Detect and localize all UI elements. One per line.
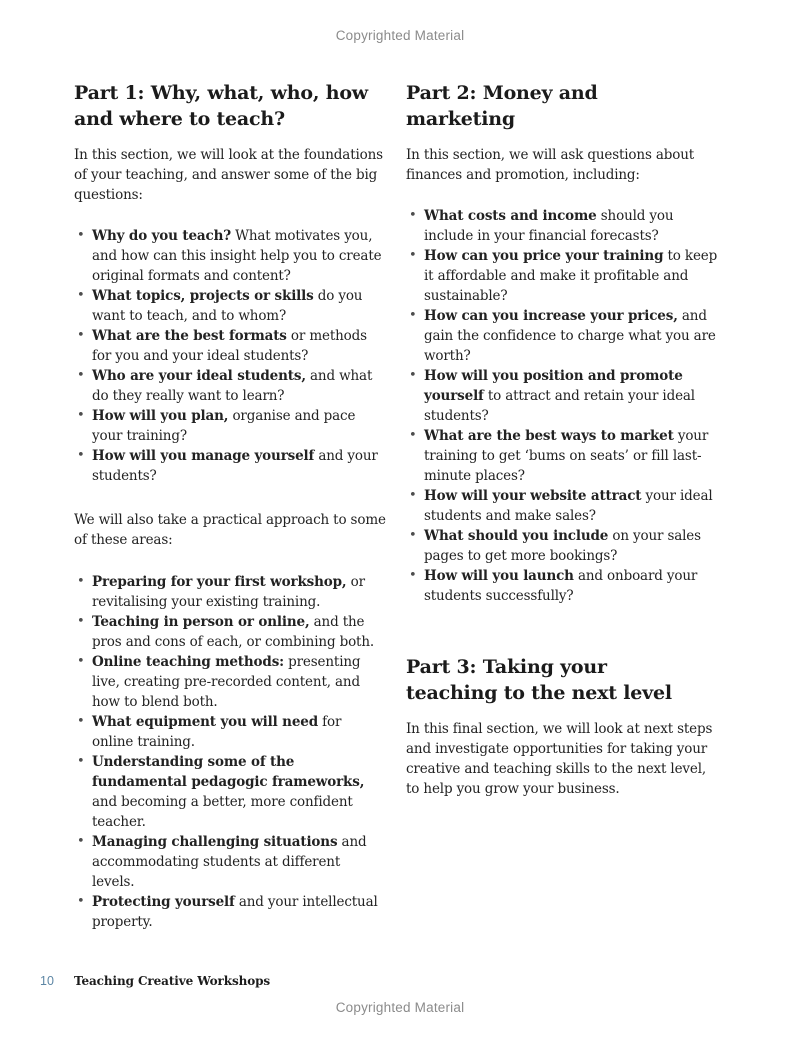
list-item <box>74 326 386 366</box>
list-item-bold-lead: How can you price your training <box>424 248 664 264</box>
list-item-bold-lead: How will you manage yourself <box>92 448 315 464</box>
list-item-text: and onboard your students successfully? <box>424 568 698 604</box>
list-item-text: What motivates you, and how can this insight help you to create original formats and content? <box>92 228 382 284</box>
list-item <box>74 226 386 286</box>
list-item <box>406 486 718 526</box>
list-item <box>74 892 386 932</box>
copyright-watermark-bottom: Copyrighted Material <box>335 1000 465 1015</box>
list-item-text: and your intellectual property. <box>92 894 378 930</box>
running-book-title: Teaching Creative Workshops <box>74 974 271 988</box>
list-item-text: and your students? <box>92 448 378 484</box>
list-item-bold-lead: How will you launch <box>424 568 574 584</box>
list-item-text: or methods for you and your ideal students? <box>92 328 367 364</box>
list-item <box>406 426 718 486</box>
list-item-text: your training to get ‘bums on seats’ or fill last-minute places? <box>424 428 709 484</box>
part2-heading: Part 2: Money and marketing <box>406 82 598 130</box>
list-item <box>74 286 386 326</box>
list-item-text: should you include in your financial forecasts? <box>424 208 674 244</box>
list-item-bold-lead: What should you include <box>424 528 609 544</box>
left-column <box>74 80 386 932</box>
list-item-bold-lead: What equipment you will need <box>92 714 318 730</box>
list-item <box>406 526 718 566</box>
list-item-text: your ideal students and make sales? <box>424 488 713 524</box>
list-item-bold-lead: How will you plan, <box>92 408 229 424</box>
part1-question-list <box>74 226 386 486</box>
list-item <box>74 572 386 612</box>
list-item <box>74 712 386 752</box>
part1-second-paragraph: We will also take a practical approach to some of these areas: <box>74 512 386 548</box>
part3-heading: Part 3: Taking your teaching to the next level <box>406 656 672 704</box>
list-item-text: and the pros and cons of each, or combining both. <box>92 614 375 650</box>
list-item <box>74 366 386 406</box>
list-item <box>74 446 386 486</box>
part1-intro-paragraph: In this section, we will look at the foundations of your teaching, and answer some of the big questions: <box>74 147 383 203</box>
two-column-layout <box>74 80 718 932</box>
list-item-bold-lead: Who are your ideal students, <box>92 368 306 384</box>
list-item-text: presenting live, creating pre-recorded content, and how to blend both. <box>92 654 361 710</box>
list-item-text: organise and pace your training? <box>92 408 356 444</box>
list-item <box>406 566 718 606</box>
list-item-bold-lead: How will you position and promote yourself <box>424 368 683 404</box>
list-item <box>406 366 718 426</box>
list-item <box>74 406 386 446</box>
list-item-text: and gain the confidence to charge what you are worth? <box>424 308 716 364</box>
list-item <box>406 306 718 366</box>
list-item <box>406 206 718 246</box>
list-item-bold-lead: Teaching in person or online, <box>92 614 310 630</box>
part1-heading: Part 1: Why, what, who, how and where to teach? <box>74 82 368 130</box>
list-item <box>74 612 386 652</box>
page-number: 10 <box>40 974 54 988</box>
list-item <box>74 752 386 832</box>
list-item-text: and accommodating students at different levels. <box>92 834 367 890</box>
list-item-bold-lead: Preparing for your first workshop, <box>92 574 347 590</box>
part2-intro-paragraph: In this section, we will ask questions about finances and promotion, including: <box>406 147 695 183</box>
list-item-bold-lead: What are the best ways to market <box>424 428 674 444</box>
list-item-bold-lead: Why do you teach? <box>92 228 231 244</box>
part1-areas-list <box>74 572 386 932</box>
copyright-watermark-top: Copyrighted Material <box>335 28 465 43</box>
list-item-text: to attract and retain your ideal students? <box>424 388 695 424</box>
page-footer <box>0 974 800 992</box>
list-item-bold-lead: What topics, projects or skills <box>92 288 314 304</box>
list-item-text: do you want to teach, and to whom? <box>92 288 363 324</box>
list-item-text: and becoming a better, more confident teacher. <box>92 794 353 830</box>
list-item <box>74 832 386 892</box>
part3-intro-paragraph: In this final section, we will look at next steps and investigate opportunities for taking your creative and teaching skills to the next level, to help you grow your business. <box>406 721 713 797</box>
list-item-text: for online training. <box>92 714 342 750</box>
list-item-bold-lead: Understanding some of the fundamental pedagogic frameworks, <box>92 754 365 790</box>
list-item-bold-lead: Protecting yourself <box>92 894 235 910</box>
list-item-bold-lead: What costs and income <box>424 208 597 224</box>
part2-question-list <box>406 206 718 606</box>
list-item <box>406 246 718 306</box>
list-item <box>74 652 386 712</box>
list-item-text: and what do they really want to learn? <box>92 368 373 404</box>
right-column <box>406 80 718 932</box>
list-item-text: to keep it affordable and make it profitable and sustainable? <box>424 248 718 304</box>
list-item-bold-lead: Managing challenging situations <box>92 834 338 850</box>
list-item-bold-lead: How can you increase your prices, <box>424 308 678 324</box>
list-item-text: or revitalising your existing training. <box>92 574 365 610</box>
list-item-bold-lead: Online teaching methods: <box>92 654 284 670</box>
list-item-text: on your sales pages to get more bookings? <box>424 528 701 564</box>
list-item-bold-lead: What are the best formats <box>92 328 287 344</box>
list-item-bold-lead: How will your website attract <box>424 488 642 504</box>
